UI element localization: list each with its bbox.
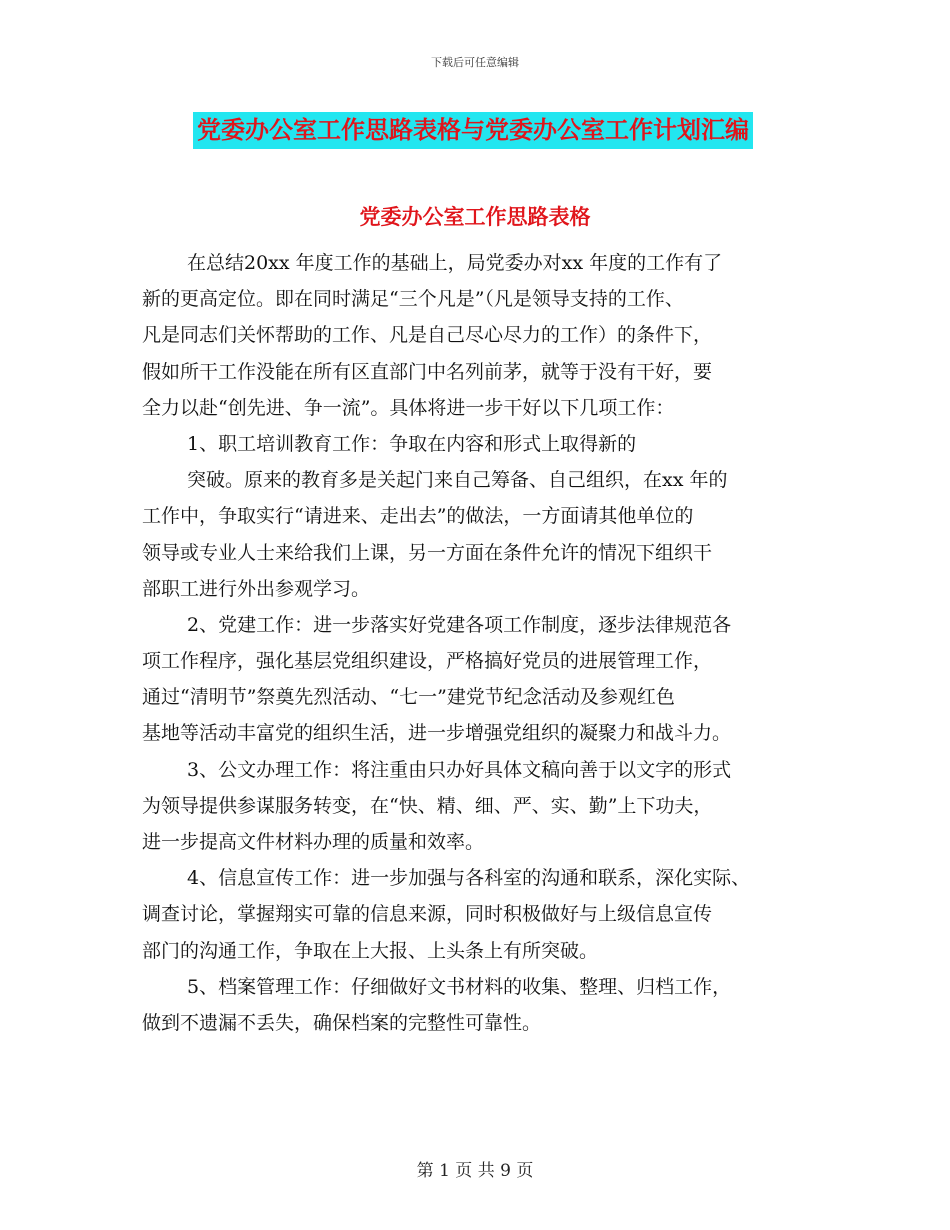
document-body (142, 245, 832, 1041)
page-header: 下载后可任意编辑 (431, 56, 519, 69)
paragraph-line: 突破。原来的教育多是关起门来自己筹备、自己组织，在xx 年的 (187, 469, 728, 492)
paragraph-line: 凡是同志们关怀帮助的工作、凡是自己尽心尽力的工作）的条件下， (142, 324, 713, 347)
paragraph-line: 工作中，争取实行“请进来、走出去”的做法，一方面请其他单位的 (142, 505, 694, 528)
paragraph-line: 调查讨论，掌握翔实可靠的信息来源，同时积极做好与上级信息宣传 (142, 903, 713, 926)
paragraph-line: 3、公文办理工作：将注重由只办好具体文稿向善于以文字的形式 (187, 758, 732, 781)
paragraph-line: 1、职工培训教育工作：争取在内容和形式上取得新的 (187, 432, 637, 455)
paragraph-line: 部职工进行外出参观学习。 (142, 577, 371, 600)
paragraph-line: 项工作程序，强化基层党组织建设，严格搞好党员的进展管理工作， (142, 650, 713, 673)
paragraph-line: 进一步提高文件材料办理的质量和效率。 (142, 831, 485, 853)
document-main-title: 党委办公室工作思路表格与党委办公室工作计划汇编 (193, 112, 753, 149)
paragraph-line: 领导或专业人士来给我们上课，另一方面在条件允许的情况下组织干 (142, 541, 713, 564)
paragraph-line: 全力以赴“创先进、争一流”。具体将进一步干好以下几项工作： (142, 396, 675, 419)
paragraph-line: 通过“清明节”祭奠先烈活动、“七一”建党节纪念活动及参观红色 (142, 686, 675, 709)
section-title: 党委办公室工作思路表格 (359, 204, 591, 229)
paragraph-line: 基地等活动丰富党的组织生活，进一步增强党组织的凝聚力和战斗力。 (142, 722, 732, 745)
paragraph-line: 假如所干工作没能在所有区直部门中名列前茅，就等于没有干好，要 (142, 360, 713, 383)
paragraph-line: 2、党建工作：进一步落实好党建各项工作制度，逐步法律规范各 (187, 613, 732, 636)
paragraph-line: 部门的沟通工作，争取在上大报、上头条上有所突破。 (142, 939, 599, 962)
paragraph-line: 5、档案管理工作：仔细做好文书材料的收集、整理、归档工作， (187, 975, 732, 998)
paragraph-line: 做到不遗漏不丢失，确保档案的完整性可靠性。 (142, 1011, 542, 1034)
paragraph-line: 在总结20xx 年度工作的基础上，局党委办对xx 年度的工作有了 (187, 252, 723, 274)
paragraph-line: 4、信息宣传工作：进一步加强与各科室的沟通和联系，深化实际、 (187, 867, 751, 890)
paragraph-line: 为领导提供参谋服务转变，在“快、精、细、严、实、勤”上下功夫， (142, 794, 713, 817)
page-footer: 第 1 页 共 9 页 (416, 1161, 534, 1181)
paragraph-line: 新的更高定位。即在同时满足“三个凡是”（凡是领导支持的工作、 (142, 288, 684, 311)
